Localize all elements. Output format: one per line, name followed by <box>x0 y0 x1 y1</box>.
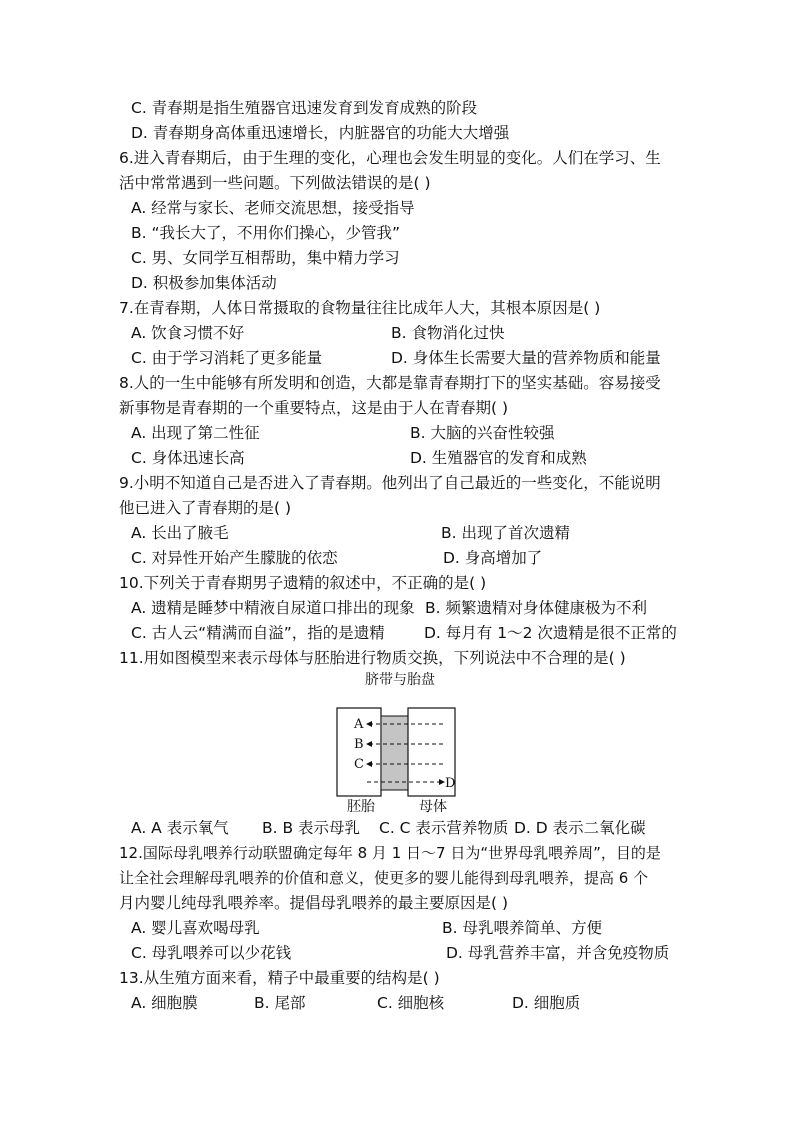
mother-label: 母体 <box>419 799 447 815</box>
option-11c: C. C 表示营养物质 <box>379 819 509 837</box>
option-9b: B. 出现了首次遗精 <box>441 524 570 542</box>
question-12-stem-1: 12.国际母乳喂养行动联盟确定每年 8 月 1 日～7 日为“世界母乳喂养周”，目的是 <box>119 844 661 862</box>
question-8-stem-2: 新事物是青春期的一个重要特点，这是由于人在青春期( ) <box>119 399 509 417</box>
label-d: D <box>445 776 456 791</box>
option-11b: B. B 表示母乳 <box>262 819 361 837</box>
option-10c: C. 古人云“精满而自溢”，指的是遗精 <box>131 624 385 642</box>
option-5c: C. 青春期是指生殖器官迅速发育到发育成熟的阶段 <box>131 99 478 117</box>
option-10a: A. 遗精是睡梦中精液自尿道口排出的现象 <box>131 599 415 617</box>
option-10b: B. 频繁遗精对身体健康极为不利 <box>425 599 647 617</box>
umbilical-placenta-band <box>381 716 408 790</box>
option-7c: C. 由于学习消耗了更多能量 <box>131 349 323 367</box>
question-7-stem: 7.在青春期，人体日常摄取的食物量往往比成年人大，其根本原因是( ) <box>119 299 601 317</box>
option-7a: A. 饮食习惯不好 <box>131 324 245 342</box>
option-6d: D. 积极参加集体活动 <box>131 274 277 292</box>
option-11d: D. D 表示二氧化碳 <box>514 819 646 837</box>
option-8a: A. 出现了第二性征 <box>131 424 260 442</box>
option-9d: D. 身高增加了 <box>443 549 543 567</box>
option-6b: B. “我长大了，不用你们操心，少管我” <box>131 224 401 242</box>
question-11-stem: 11.用如图模型来表示母体与胚胎进行物质交换，下列说法中不合理的是( ) <box>119 649 626 667</box>
question-6-stem-2: 活中常常遇到一些问题。下列做法错误的是( ) <box>119 174 431 192</box>
option-12a: A. 婴儿喜欢喝母乳 <box>131 919 260 937</box>
option-12d: D. 母乳营养丰富，并含免疫物质 <box>446 944 670 962</box>
question-9-stem-1: 9.小明不知道自己是否进入了青春期。他列出了自己最近的一些变化，不能说明 <box>119 474 661 492</box>
question-13-stem: 13.从生殖方面来看，精子中最重要的结构是( ) <box>119 969 440 987</box>
embryo-label: 胚胎 <box>347 799 375 815</box>
label-b: B <box>354 737 364 752</box>
question-12-stem-3: 月内婴儿纯母乳喂养率。提倡母乳喂养的最主要原因是( ) <box>119 894 509 912</box>
option-5d: D. 青春期身高体重迅速增长，内脏器官的功能大大增强 <box>131 124 510 142</box>
question-12-stem-2: 让全社会理解母乳喂养的价值和意义，使更多的婴儿能得到母乳喂养，提高 6 个 <box>119 869 649 887</box>
option-12b: B. 母乳喂养简单、方便 <box>442 919 602 937</box>
label-c: C <box>354 757 364 772</box>
option-6c: C. 男、女同学互相帮助，集中精力学习 <box>131 249 400 267</box>
option-13a: A. 细胞膜 <box>131 994 198 1012</box>
option-9c: C. 对异性开始产生朦胧的依恋 <box>131 549 338 567</box>
question-9-stem-2: 他已进入了青春期的是( ) <box>119 499 292 517</box>
option-13d: D. 细胞质 <box>512 994 581 1012</box>
option-7b: B. 食物消化过快 <box>391 324 505 342</box>
question-10-stem: 10.下列关于青春期男子遗精的叙述中，不正确的是( ) <box>119 574 487 592</box>
question-8-stem-1: 8.人的一生中能够有所发明和创造，大都是靠青春期打下的坚实基础。容易接受 <box>119 374 661 392</box>
option-13b: B. 尾部 <box>254 994 306 1012</box>
option-10d: D. 每月有 1～2 次遗精是很不正常的 <box>424 624 677 642</box>
option-8d: D. 生殖器官的发育和成熟 <box>410 449 587 467</box>
label-a: A <box>354 717 364 732</box>
option-8c: C. 身体迅速长高 <box>131 449 245 467</box>
placenta-exchange-figure <box>333 670 468 816</box>
question-6-stem-1: 6.进入青春期后，由于生理的变化，心理也会发生明显的变化。人们在学习、生 <box>119 149 661 167</box>
option-6a: A. 经常与家长、老师交流思想，接受指导 <box>131 199 415 217</box>
option-13c: C. 细胞核 <box>377 994 445 1012</box>
option-11a: A. A 表示氧气 <box>131 819 229 837</box>
figure-title: 脐带与胎盘 <box>365 672 435 688</box>
option-8b: B. 大脑的兴奋性较强 <box>410 424 555 442</box>
option-12c: C. 母乳喂养可以少花钱 <box>131 944 292 962</box>
option-7d: D. 身体生长需要大量的营养物质和能量 <box>391 349 661 367</box>
option-9a: A. 长出了腋毛 <box>131 524 229 542</box>
